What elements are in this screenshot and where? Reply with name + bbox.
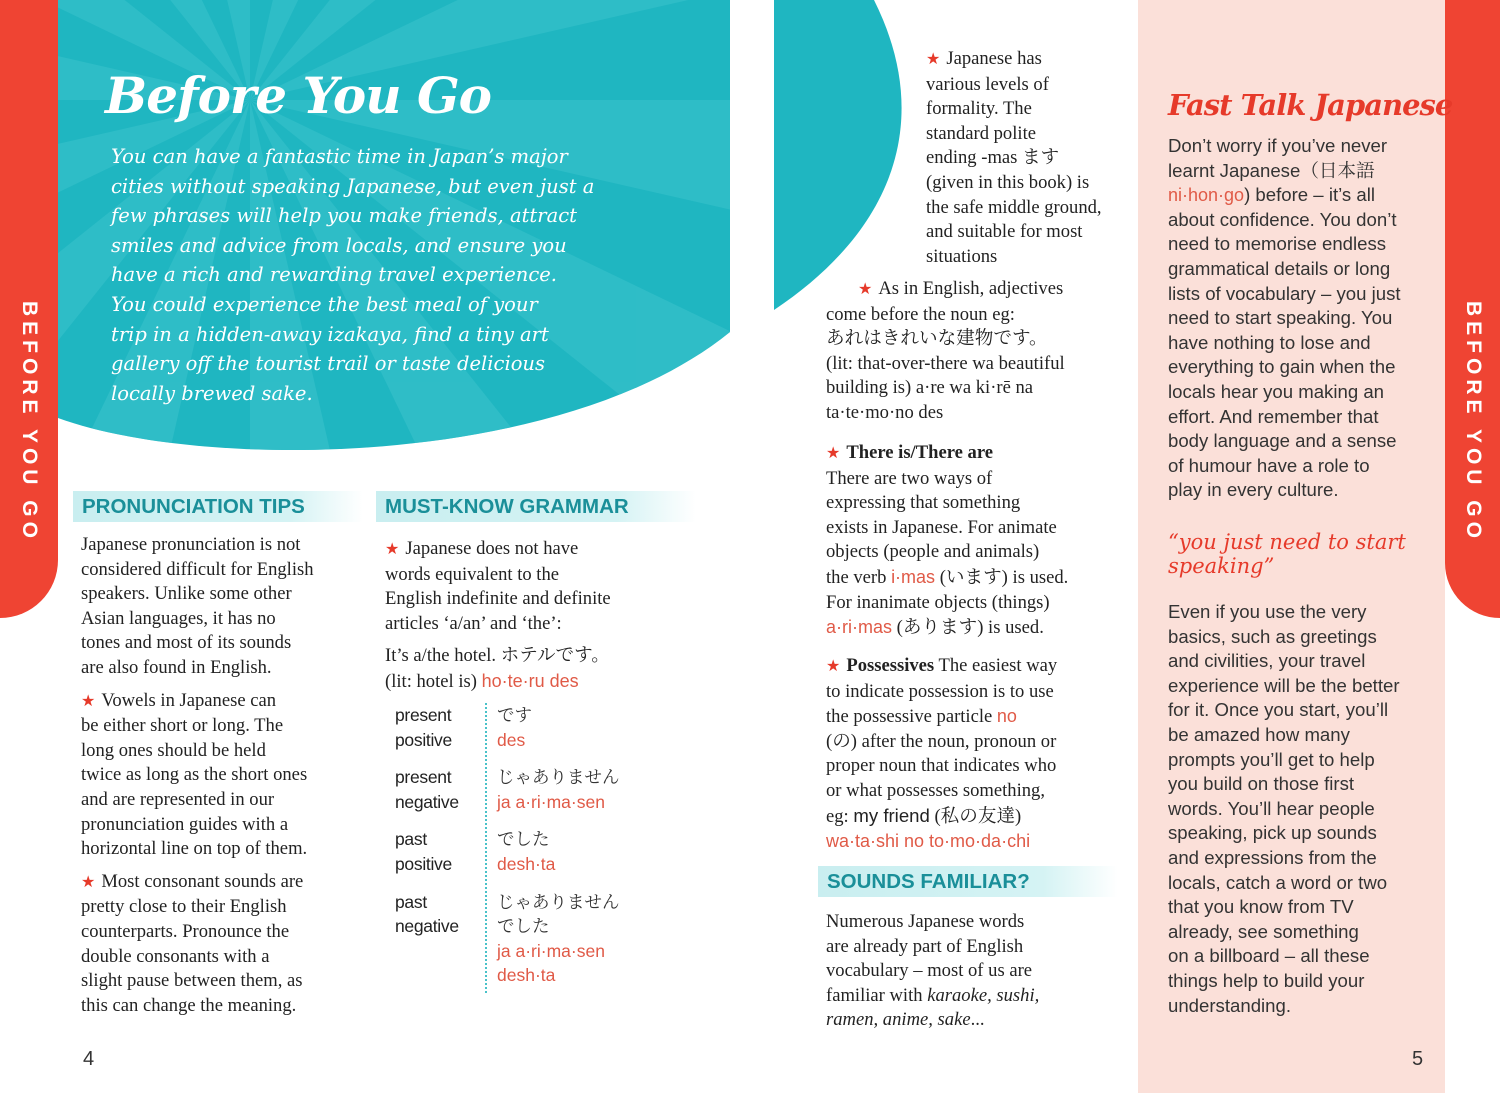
- grammar-point-text: Japanese does not have words equivalent to the English indefinite and definite articles ‘a/an’ and ‘the’:: [385, 538, 611, 634]
- fast-talk-paragraph-2: Even if you use the very basics, such as greetings and civilities, your travel experience will be the better for it. Once you start, you’ll be amazed how many prompts you’ll get to help you build on those first words. You’ll hear people speaking, pick up sounds and expressions from the locals, catch a word or two that you know from TV already, see something on a billboard – all these things help to build your understanding.: [1168, 601, 1400, 1016]
- row-japanese: じゃありません でした: [497, 891, 620, 937]
- there-is-point: [826, 441, 1126, 641]
- there-is-text-3: (あります) is used.: [892, 617, 1044, 639]
- row-romanization: ja a·ri·ma·sen: [497, 791, 605, 812]
- grammar-example-line2: [385, 669, 685, 695]
- row-romanization: ja a·ri·ma·sen desh·ta: [497, 940, 605, 986]
- grammar-point-articles: [385, 537, 685, 636]
- possessives-text-1: The easiest way to indicate possession is to use the possessive particle: [826, 655, 1058, 728]
- row-romanization: desh·ta: [497, 853, 556, 874]
- possessives-jp: (私の友達): [929, 805, 1022, 827]
- side-tab-left-label: BEFORE YOU GO: [18, 301, 41, 543]
- pronunciation-body: [81, 533, 366, 1018]
- table-row: [395, 827, 655, 876]
- page-number-left: 4: [83, 1048, 95, 1070]
- adjectives-text: As in English, adjectives come before the noun eg: あれはきれいな建物です。 (lit: that-over-there wa beautiful building is) a·re wa ki·rē na ta·te·mo·no des: [826, 278, 1065, 423]
- table-row: [395, 703, 655, 752]
- there-is-roman-imas: i·mas: [891, 566, 936, 587]
- sounds-familiar-body: [826, 910, 1126, 1033]
- possessives-text-2: (の) after the noun, pronoun or proper noun that indicates who or what possesses something, eg:: [826, 730, 1057, 827]
- sounds-end: ...: [970, 1009, 985, 1031]
- grammar-example-line1: It’s a/the hotel. ホテルです。: [385, 645, 610, 667]
- star-icon: ★: [926, 51, 941, 68]
- fast-talk-p1-a: Don’t worry if you’ve never learnt Japanese（日本語: [1168, 135, 1388, 181]
- there-is-roman-arimas: a·ri·mas: [826, 617, 892, 638]
- row-japanese: でした: [497, 829, 550, 850]
- pull-quote: “you just need to start speaking”: [1168, 530, 1406, 578]
- grammar-body: [385, 537, 685, 695]
- tip-consonants-text: Most consonant sounds are pretty close to their English counterparts. Pronounce the double consonants with a slight pause between them, as this can change the meaning.: [81, 870, 304, 1016]
- page-number-right: 5: [1412, 1048, 1424, 1070]
- page-title: Before You Go: [105, 66, 491, 125]
- star-icon: ★: [81, 692, 96, 710]
- star-icon: ★: [826, 445, 841, 462]
- grammar-example-roman: ho·te·ru des: [481, 670, 579, 691]
- pronunciation-tip-vowels: [81, 689, 366, 862]
- formality-text: Japanese has various levels of formality. The standard polite ending -mas ます (given in this book) is the safe middle ground, and suitable for most situations: [926, 48, 1102, 267]
- sounds-text: Numerous Japanese words are already part of English vocabulary – most of us are familiar with: [826, 911, 1033, 1006]
- row-japanese: じゃありません: [497, 767, 620, 788]
- there-is-text: [826, 467, 1126, 641]
- star-icon: ★: [826, 658, 841, 675]
- table-row: [395, 890, 655, 988]
- right-page-arc: [774, 0, 914, 320]
- fast-talk-paragraph-1: [1168, 134, 1433, 503]
- side-tab-left: [0, 0, 58, 618]
- row-japanese: です: [497, 705, 532, 725]
- fast-talk-title: Fast Talk Japanese: [1168, 88, 1453, 122]
- fast-talk-roman: ni·hon·go: [1168, 185, 1245, 206]
- row-label: past positive: [395, 829, 452, 874]
- pronunciation-tip-consonants: [81, 870, 366, 1019]
- page-gutter: [730, 0, 774, 1093]
- there-is-heading: There is/There are: [846, 442, 994, 463]
- sounds-familiar-heading: SOUNDS FAMILIAR?: [818, 866, 1118, 897]
- grammar-heading: MUST-KNOW GRAMMAR: [376, 491, 696, 522]
- adjectives-point: [826, 277, 1126, 426]
- there-is-text-2: (います) is used. For inanimate objects (things): [826, 566, 1069, 613]
- pronunciation-intro: Japanese pronunciation is not considered difficult for English speakers. Unlike some other Asian languages, it has no tones and most of its sounds are also found in English.: [81, 534, 314, 678]
- side-tab-right-label: BEFORE YOU GO: [1461, 301, 1485, 543]
- pronunciation-heading: PRONUNCIATION TIPS: [73, 491, 363, 522]
- side-tab-right: [1445, 0, 1500, 618]
- tip-vowels-text: Vowels in Japanese can be either short or long. The long ones should be held twice as long as the short ones and are represented in our pronunciation guides with a horizontal line on top of them.: [81, 689, 308, 860]
- formality-point: [920, 47, 1130, 269]
- row-romanization: des: [497, 729, 526, 750]
- grammar-example-lit: (lit: hotel is): [385, 670, 482, 692]
- star-icon: ★: [858, 281, 873, 298]
- sounds-words: karaoke, sushi, ramen, anime, sake: [826, 984, 1040, 1031]
- possessives-roman-example: wa·ta·shi no to·mo·da·chi: [826, 831, 1031, 852]
- row-label: present positive: [395, 705, 452, 750]
- possessives-point: [826, 654, 1126, 855]
- star-icon: ★: [385, 541, 400, 558]
- grammar-table: [395, 703, 655, 1001]
- row-label: present negative: [395, 767, 459, 812]
- intro-paragraph: You can have a fantastic time in Japan’s major cities without speaking Japanese, but even just a few phrases will help you make friends, attract smiles and advice from locals, and ensure you have a rich and rewarding travel experience. You could experience the best meal of your trip in a hidden-away izakaya, find a tiny art gallery off the tourist trail or taste delicious locally brewed sake.: [111, 145, 595, 405]
- star-icon: ★: [81, 873, 96, 891]
- possessives-roman-no: no: [996, 706, 1017, 727]
- row-label: past negative: [395, 891, 459, 937]
- possessives-heading: Possessives: [846, 655, 935, 676]
- there-is-text-1: There are two ways of expressing that something exists in Japanese. For animate objects (people and animals) the verb: [826, 467, 1057, 588]
- table-row: [395, 765, 655, 814]
- fast-talk-p1-b: ) before – it’s all about confidence. You don’t need to memorise endless grammatical details or long lists of vocabulary – you just need to start speaking. You have nothing to lose and everything to gain when the locals hear you making an effort. And remember that body language and a sense of humour have a role to play in every culture.: [1168, 184, 1401, 501]
- possessives-example: my friend: [853, 804, 930, 826]
